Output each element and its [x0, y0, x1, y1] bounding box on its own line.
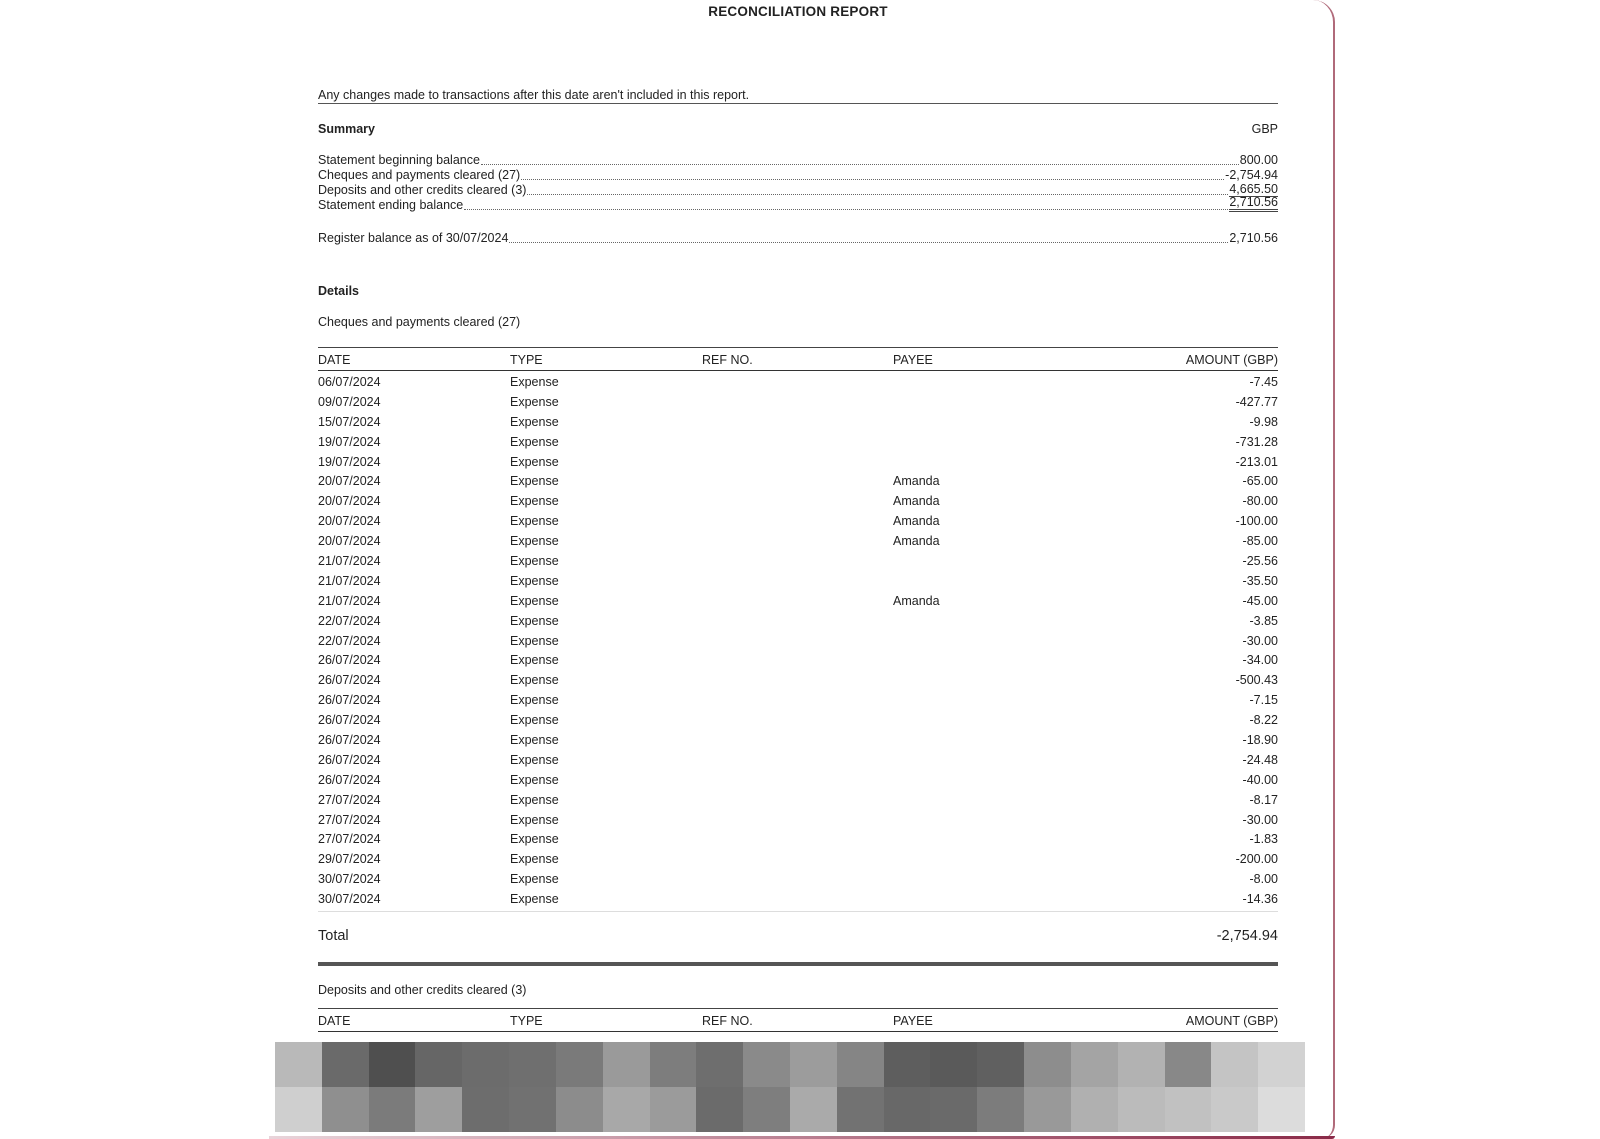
summary-label: Statement beginning balance [318, 153, 480, 167]
total-value: -2,754.94 [1216, 928, 1278, 944]
row-date: 21/07/2024 [318, 593, 381, 608]
row-date: 26/07/2024 [318, 772, 381, 787]
redaction-block [696, 1042, 743, 1087]
row-type: Expense [510, 514, 559, 529]
row-amount: -427.77 [1235, 394, 1278, 409]
table-row [318, 612, 1278, 632]
row-payee: Amanda [893, 514, 940, 529]
row-amount: -213.01 [1235, 454, 1278, 469]
table-row [318, 472, 1278, 492]
row-payee: Amanda [893, 474, 940, 489]
row-date: 29/07/2024 [318, 852, 381, 867]
redaction-block [743, 1087, 790, 1132]
total-label: Total [318, 928, 349, 944]
redaction-block [977, 1042, 1024, 1087]
row-date: 27/07/2024 [318, 812, 381, 827]
row-date: 26/07/2024 [318, 693, 381, 708]
column-header-payee: PAYEE [893, 353, 933, 367]
leader-dots [527, 193, 1228, 195]
row-amount: -34.00 [1242, 653, 1278, 668]
column-header-date: DATE [318, 353, 351, 367]
row-type: Expense [510, 872, 559, 887]
table-divider [318, 911, 1278, 912]
row-date: 26/07/2024 [318, 653, 381, 668]
summary-header [318, 122, 1278, 136]
row-amount: -35.50 [1242, 573, 1278, 588]
redaction-block [884, 1087, 931, 1132]
row-date: 09/07/2024 [318, 394, 381, 409]
row-date: 20/07/2024 [318, 474, 381, 489]
column-header-ref: REF NO. [702, 353, 753, 367]
summary-value: 800.00 [1239, 153, 1278, 167]
redaction-block [556, 1087, 603, 1132]
table-row [318, 592, 1278, 612]
redaction-block [275, 1042, 322, 1087]
row-date: 27/07/2024 [318, 832, 381, 847]
table-row [318, 691, 1278, 711]
row-type: Expense [510, 414, 559, 429]
summary-row-ending [318, 197, 1278, 212]
redaction-block [1258, 1087, 1305, 1132]
redaction-block [603, 1087, 650, 1132]
row-type: Expense [510, 394, 559, 409]
redaction-block [462, 1087, 509, 1132]
table-row [318, 791, 1278, 811]
row-amount: -9.98 [1249, 414, 1278, 429]
cheques-total-row [318, 928, 1278, 944]
row-amount: -7.15 [1249, 693, 1278, 708]
table-row [318, 413, 1278, 433]
column-header-type: TYPE [510, 1014, 543, 1028]
table-row [318, 572, 1278, 592]
redaction-block [415, 1087, 462, 1132]
row-type: Expense [510, 792, 559, 807]
table-row [318, 850, 1278, 870]
report-disclaimer: Any changes made to transactions after this date aren't included in this report. [318, 88, 1278, 104]
table-row [318, 711, 1278, 731]
table-row [318, 373, 1278, 393]
row-amount: -45.00 [1242, 593, 1278, 608]
row-type: Expense [510, 752, 559, 767]
column-header-date: DATE [318, 1014, 351, 1028]
row-type: Expense [510, 733, 559, 748]
row-date: 20/07/2024 [318, 494, 381, 509]
redaction-block [322, 1087, 369, 1132]
row-amount: -80.00 [1242, 494, 1278, 509]
redaction-block [509, 1087, 556, 1132]
row-type: Expense [510, 673, 559, 688]
row-type: Expense [510, 693, 559, 708]
row-date: 22/07/2024 [318, 613, 381, 628]
row-type: Expense [510, 653, 559, 668]
summary-label: Deposits and other credits cleared (3) [318, 183, 527, 197]
deposits-section-label: Deposits and other credits cleared (3) [318, 983, 527, 997]
row-type: Expense [510, 812, 559, 827]
leader-dots [521, 178, 1224, 180]
row-date: 26/07/2024 [318, 752, 381, 767]
row-type: Expense [510, 573, 559, 588]
row-amount: -731.28 [1235, 434, 1278, 449]
row-type: Expense [510, 832, 559, 847]
table-row [318, 433, 1278, 453]
row-date: 06/07/2024 [318, 375, 381, 389]
table-row [318, 512, 1278, 532]
row-amount: -8.22 [1249, 713, 1278, 728]
report-title: RECONCILIATION REPORT [708, 4, 888, 19]
row-amount: -24.48 [1242, 752, 1278, 767]
summary-value: -2,754.94 [1225, 168, 1278, 182]
row-type: Expense [510, 474, 559, 489]
summary-currency: GBP [1251, 122, 1278, 136]
section-rule [318, 962, 1278, 966]
summary-label: Cheques and payments cleared (27) [318, 168, 521, 182]
row-payee: Amanda [893, 593, 940, 608]
row-date: 30/07/2024 [318, 892, 381, 907]
register-balance-row [318, 230, 1278, 245]
deposits-table-header [318, 1008, 1278, 1032]
table-row [318, 632, 1278, 652]
redaction-block [650, 1042, 697, 1087]
table-row [318, 651, 1278, 671]
row-amount: -8.00 [1249, 872, 1278, 887]
row-type: Expense [510, 772, 559, 787]
redaction-block [977, 1087, 1024, 1132]
row-amount: -65.00 [1242, 474, 1278, 489]
row-amount: -8.17 [1249, 792, 1278, 807]
row-amount: -40.00 [1242, 772, 1278, 787]
redaction-block [743, 1042, 790, 1087]
row-amount: -3.85 [1249, 613, 1278, 628]
row-date: 26/07/2024 [318, 733, 381, 748]
summary-row-deposits [318, 182, 1278, 197]
table-row [318, 671, 1278, 691]
row-amount: -14.36 [1242, 892, 1278, 907]
redaction-block [837, 1042, 884, 1087]
leader-dots [481, 163, 1239, 165]
redaction-block [1118, 1087, 1165, 1132]
cheques-table-body [318, 373, 1278, 910]
row-amount: -100.00 [1235, 514, 1278, 529]
redaction-block [1211, 1042, 1258, 1087]
table-row [318, 552, 1278, 572]
table-row [318, 890, 1278, 910]
row-date: 26/07/2024 [318, 673, 381, 688]
summary-value: 4,665.50 [1229, 182, 1278, 196]
leader-dots [464, 208, 1228, 210]
row-date: 26/07/2024 [318, 713, 381, 728]
row-amount: -30.00 [1242, 633, 1278, 648]
redaction-block [1024, 1087, 1071, 1132]
row-date: 15/07/2024 [318, 414, 381, 429]
cheques-table-header [318, 347, 1278, 371]
redaction-block [884, 1042, 931, 1087]
column-header-ref: REF NO. [702, 1014, 753, 1028]
row-type: Expense [510, 454, 559, 469]
redaction-block [696, 1087, 743, 1132]
table-row [318, 453, 1278, 473]
row-date: 20/07/2024 [318, 534, 381, 549]
redaction-block [650, 1087, 697, 1132]
row-date: 19/07/2024 [318, 454, 381, 469]
row-amount: -200.00 [1235, 852, 1278, 867]
row-date: 27/07/2024 [318, 792, 381, 807]
redaction-block [509, 1042, 556, 1087]
column-header-payee: PAYEE [893, 1014, 933, 1028]
redaction-block [790, 1087, 837, 1132]
table-row [318, 751, 1278, 771]
redaction-block [275, 1087, 322, 1132]
details-heading: Details [318, 284, 359, 298]
row-type: Expense [510, 534, 559, 549]
redaction-block [837, 1087, 884, 1132]
redaction-block [369, 1087, 416, 1132]
row-amount: -18.90 [1242, 733, 1278, 748]
row-type: Expense [510, 494, 559, 509]
column-header-type: TYPE [510, 353, 543, 367]
redaction-block [1071, 1087, 1118, 1132]
column-header-amount: AMOUNT (GBP) [1185, 1014, 1278, 1028]
row-type: Expense [510, 375, 559, 389]
table-row [318, 492, 1278, 512]
row-type: Expense [510, 892, 559, 907]
summary-row-beginning [318, 152, 1278, 167]
table-row [318, 532, 1278, 552]
row-date: 30/07/2024 [318, 872, 381, 887]
table-row [318, 731, 1278, 751]
row-type: Expense [510, 633, 559, 648]
row-amount: -7.45 [1249, 375, 1278, 389]
row-date: 19/07/2024 [318, 434, 381, 449]
register-balance-value: 2,710.56 [1229, 231, 1278, 245]
row-type: Expense [510, 554, 559, 569]
row-type: Expense [510, 613, 559, 628]
row-date: 20/07/2024 [318, 514, 381, 529]
redaction-block [415, 1042, 462, 1087]
redaction-block [322, 1042, 369, 1087]
row-type: Expense [510, 713, 559, 728]
row-type: Expense [510, 852, 559, 867]
summary-label: Statement ending balance [318, 198, 464, 212]
redaction-block [1024, 1042, 1071, 1087]
row-amount: -30.00 [1242, 812, 1278, 827]
column-header-amount: AMOUNT (GBP) [1185, 353, 1278, 367]
redaction-block [1118, 1042, 1165, 1087]
summary-row-cheques [318, 167, 1278, 182]
row-date: 21/07/2024 [318, 573, 381, 588]
summary-value: 2,710.56 [1229, 196, 1278, 212]
redaction-block [603, 1042, 650, 1087]
table-row [318, 811, 1278, 831]
row-payee: Amanda [893, 534, 940, 549]
leader-dots [509, 241, 1228, 243]
table-row [318, 393, 1278, 413]
redaction-block [1071, 1042, 1118, 1087]
row-amount: -500.43 [1235, 673, 1278, 688]
summary-heading: Summary [318, 122, 375, 136]
redaction-block [790, 1042, 837, 1087]
row-type: Expense [510, 434, 559, 449]
register-balance-label: Register balance as of 30/07/2024 [318, 231, 509, 245]
cheques-section-label: Cheques and payments cleared (27) [318, 315, 521, 329]
redaction-block [1258, 1042, 1305, 1087]
row-amount: -25.56 [1242, 554, 1278, 569]
redaction-block [369, 1042, 416, 1087]
redaction-block [1165, 1087, 1212, 1132]
row-amount: -85.00 [1242, 534, 1278, 549]
redaction-block [930, 1087, 977, 1132]
redaction-block [462, 1042, 509, 1087]
row-type: Expense [510, 593, 559, 608]
table-row [318, 830, 1278, 850]
redaction-block [930, 1042, 977, 1087]
redaction-block [556, 1042, 603, 1087]
table-row [318, 771, 1278, 791]
row-date: 22/07/2024 [318, 633, 381, 648]
row-amount: -1.83 [1249, 832, 1278, 847]
redacted-region [275, 1042, 1305, 1132]
table-row [318, 870, 1278, 890]
redaction-block [1165, 1042, 1212, 1087]
row-date: 21/07/2024 [318, 554, 381, 569]
row-payee: Amanda [893, 494, 940, 509]
redaction-block [1211, 1087, 1258, 1132]
